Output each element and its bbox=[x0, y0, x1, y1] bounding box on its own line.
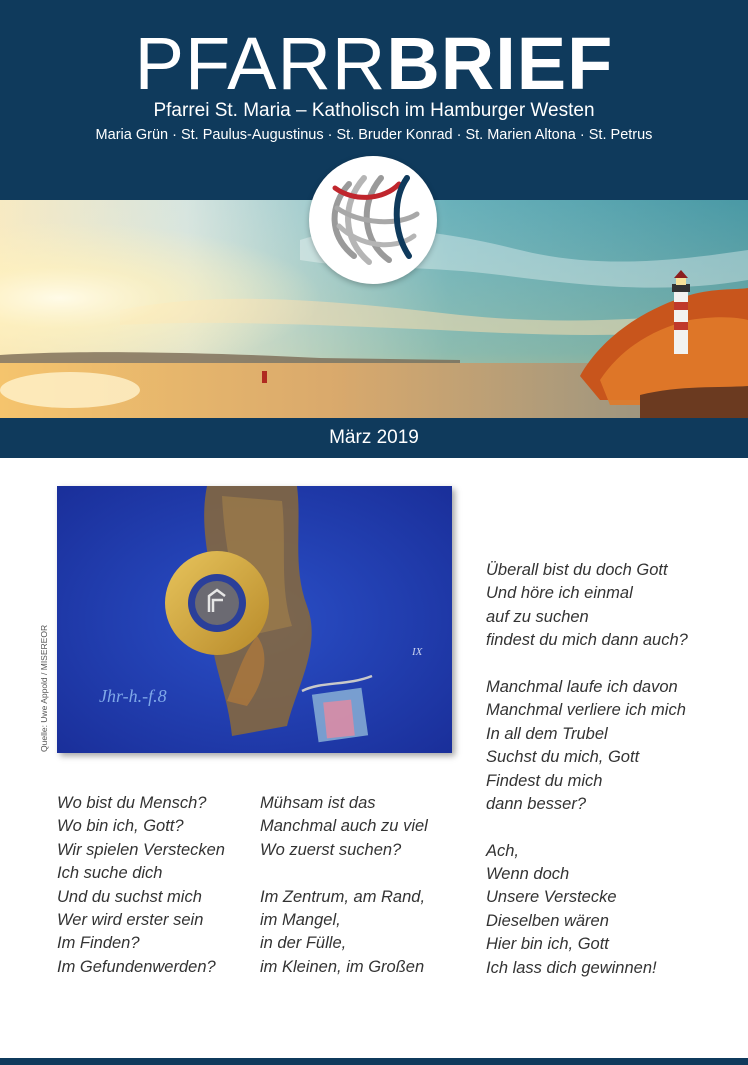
poem-line: Manchmal auch zu viel bbox=[260, 817, 428, 836]
poem-line: Ich lass dich gewinnen! bbox=[486, 958, 657, 977]
issue-date: März 2019 bbox=[329, 427, 419, 448]
masthead-title bbox=[0, 22, 748, 106]
issue-date-bar bbox=[0, 418, 748, 458]
masthead-subtitle: Pfarrei St. Maria – Katholisch im Hamburger Westen bbox=[153, 100, 595, 121]
parish-logo bbox=[309, 156, 437, 284]
poem-line: Und höre ich einmal bbox=[486, 584, 633, 603]
poem-line: Manchmal laufe ich davon bbox=[486, 677, 678, 696]
poem-line: Dieselben wären bbox=[486, 911, 609, 930]
poem-line: dann besser? bbox=[486, 794, 586, 813]
poem-line: im Kleinen, im Großen bbox=[260, 957, 425, 976]
poem-line: Im Finden? bbox=[57, 934, 140, 953]
poem-line: Ich suche dich bbox=[57, 864, 163, 883]
artist-signature: Jhr-h.-f.8 bbox=[99, 686, 167, 706]
title-bold: BRIEF bbox=[386, 22, 614, 105]
poem-line: Und du suchst mich bbox=[57, 887, 202, 906]
poem-line: Wo bist du Mensch? bbox=[57, 794, 207, 812]
poem-line: Wer wird erster sein bbox=[57, 910, 204, 929]
poem-line: in der Fülle, bbox=[260, 934, 347, 953]
poem-line: Suchst du mich, Gott bbox=[486, 748, 640, 767]
poem-line: Im Gefundenwerden? bbox=[57, 957, 216, 976]
poem-line: Im Zentrum, am Rand, bbox=[260, 887, 426, 906]
stanza-gap bbox=[486, 816, 688, 839]
poem-line: Wo bin ich, Gott? bbox=[57, 817, 184, 836]
poem-column-3 bbox=[486, 559, 688, 980]
poem-line: Ach, bbox=[486, 841, 520, 860]
poem-line: Findest du mich bbox=[486, 771, 603, 790]
footer-rule bbox=[0, 1058, 748, 1065]
poem-line: Wir spielen Verstecken bbox=[57, 840, 225, 859]
globe-arcs-icon bbox=[309, 156, 437, 284]
image-credit: Quelle: Uwe Appold / MISEREOR bbox=[39, 624, 49, 752]
poem-line: In all dem Trubel bbox=[486, 724, 608, 743]
artwork-mark: IX bbox=[412, 646, 423, 658]
poem-line: findest du mich dann auch? bbox=[486, 631, 688, 650]
poem-line: Mühsam ist das bbox=[260, 794, 376, 812]
stanza-gap bbox=[486, 653, 688, 676]
poem-column-2 bbox=[260, 792, 428, 979]
poem-line: Wo zuerst suchen? bbox=[260, 840, 402, 859]
poem-column-1 bbox=[57, 792, 225, 979]
poem-line: Manchmal verliere ich mich bbox=[486, 701, 686, 720]
poem-line: auf zu suchen bbox=[486, 607, 589, 626]
poem-line: im Mangel, bbox=[260, 910, 341, 929]
poem-line: Überall bist du doch Gott bbox=[486, 561, 668, 579]
parish-list: Maria Grün · St. Paulus-Augustinus · St. Bruder Konrad · St. Marien Altona · St. Petrus bbox=[95, 127, 653, 143]
misereor-artwork bbox=[57, 486, 452, 753]
poem-line: Hier bin ich, Gott bbox=[486, 935, 609, 954]
stanza-gap bbox=[260, 862, 428, 885]
title-light: PFARR bbox=[134, 22, 387, 105]
poem-line: Wenn doch bbox=[486, 865, 570, 884]
poem-line: Unsere Verstecke bbox=[486, 888, 617, 907]
